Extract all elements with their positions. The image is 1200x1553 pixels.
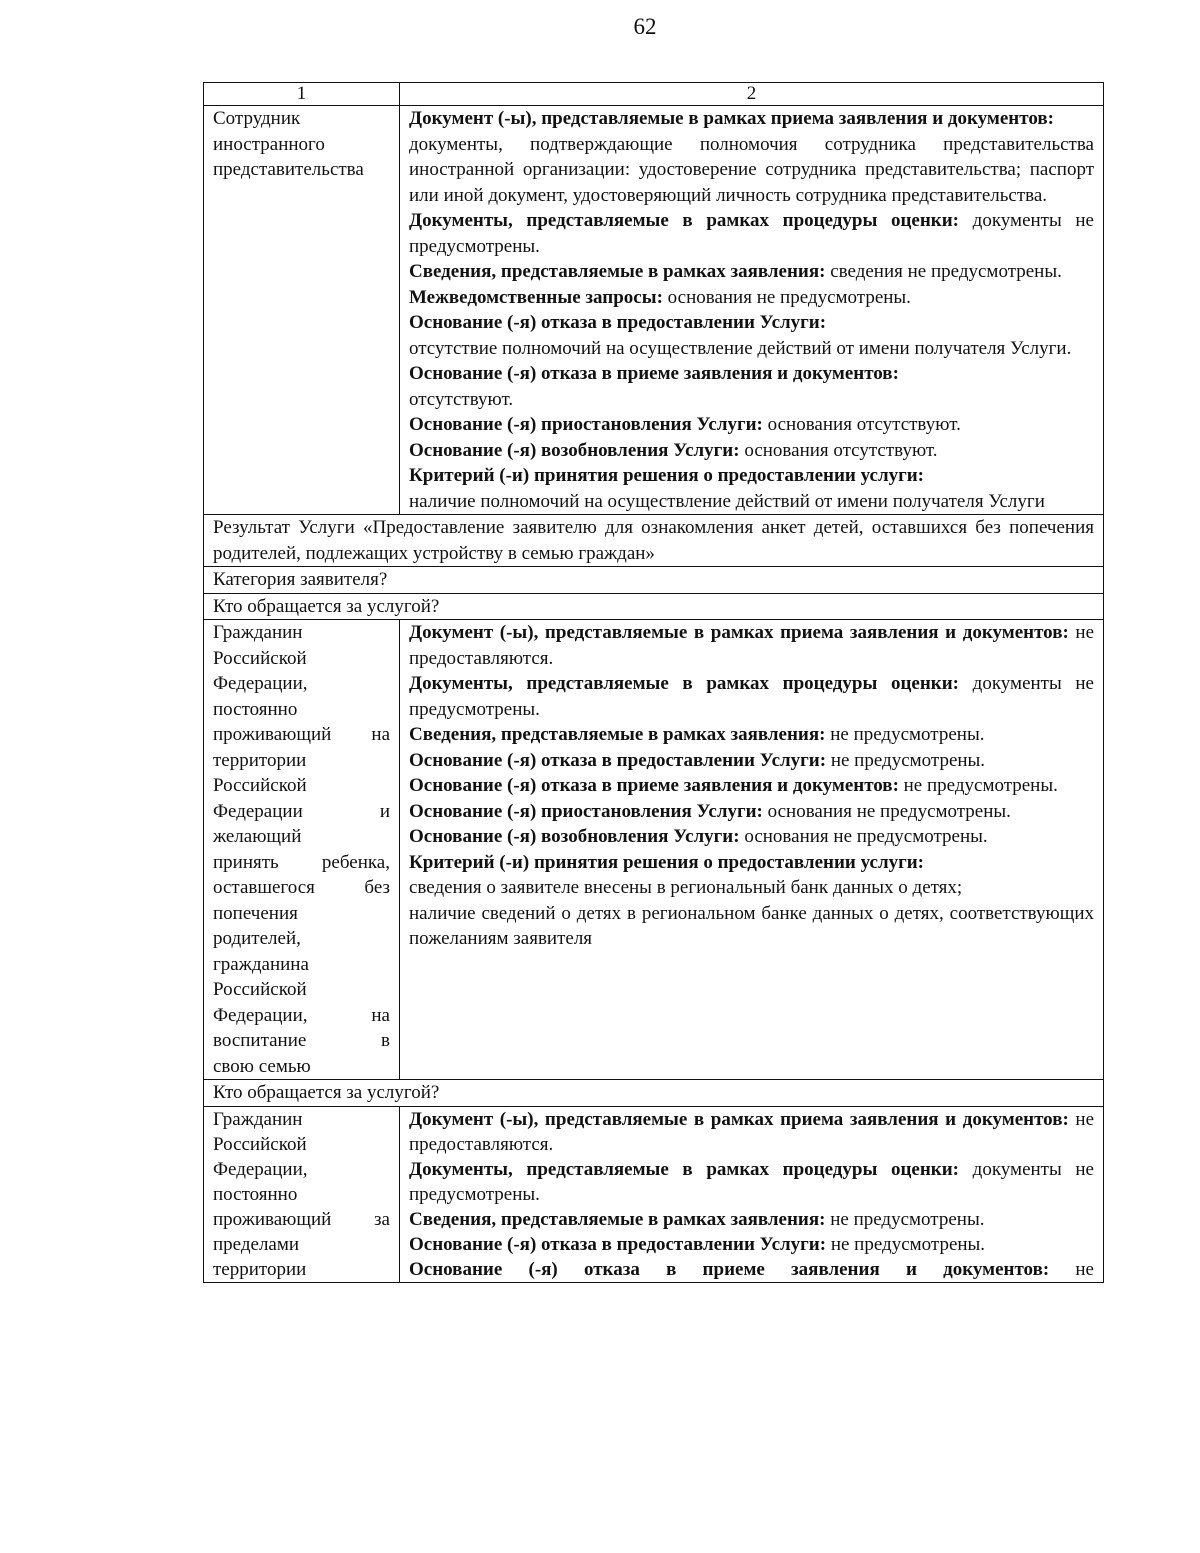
item-text: сведения о заявителе внесены в региональный банк данных о детях;	[409, 877, 963, 898]
table-row	[204, 106, 1104, 515]
item-text: не предоставляются.	[409, 1108, 1095, 1155]
page-number: 62	[633, 14, 657, 39]
item-text: не предусмотрены.	[825, 724, 985, 745]
applicant-line: попечения	[213, 902, 298, 924]
table-header-row	[204, 83, 1104, 106]
applicant-line: Федерации,	[213, 673, 308, 694]
applicant-line: Федерации,	[213, 1158, 308, 1180]
item-heading: Основание (-я) отказа в предоставлении Услуги:	[409, 1233, 827, 1255]
item-heading: Межведомственные запросы:	[409, 286, 663, 308]
item-text: не предоставляются.	[409, 622, 1095, 669]
item-text: не предусмотрены.	[898, 775, 1058, 796]
applicant-line: проживающий за	[213, 1208, 390, 1230]
item-heading: Документы, представляемые в рамках процедуры оценки:	[409, 673, 960, 694]
category-question: Категория заявителя?	[213, 569, 388, 590]
applicant-line: представительства	[213, 159, 364, 180]
applicant-line: оставшегося без	[213, 877, 390, 898]
service-result-text: Результат Услуги «Предоставление заявителю для ознакомления анкет детей, оставшихся без попечения родителей, подлежащих устройству в семью граждан»	[213, 517, 1094, 564]
applicant-line: Российской	[213, 979, 307, 1000]
applicant-line: Российской	[213, 775, 307, 796]
applicant-line: Российской	[213, 1133, 307, 1155]
table-row	[204, 593, 1104, 620]
applicant-line: проживающий на	[213, 724, 390, 745]
applicant-line: пределами	[213, 1233, 300, 1255]
applicant-line: Федерации, на	[213, 1004, 390, 1026]
item-text: основания не предусмотрены.	[662, 286, 911, 308]
item-heading: Сведения, представляемые в рамках заявления:	[409, 724, 826, 745]
applicant-line: Федерации и	[213, 800, 390, 822]
item-text: отсутствие полномочий на осуществление действий от имени получателя Услуги.	[409, 337, 1072, 359]
applicant-line: территории	[213, 749, 307, 771]
item-text: документы не предусмотрены.	[409, 1158, 1094, 1205]
item-heading: Сведения, представляемые в рамках заявления:	[409, 261, 826, 282]
who-applies-question: Кто обращается за услугой?	[213, 595, 440, 617]
item-heading: Основание (-я) отказа в приеме заявления и документов:	[409, 363, 899, 384]
requirements-cell	[400, 620, 1104, 1080]
item-heading: Основание (-я) приостановления Услуги:	[409, 800, 763, 822]
table-row	[204, 515, 1104, 567]
table-row	[204, 567, 1104, 594]
item-heading: Документы, представляемые в рамках процедуры оценки:	[409, 210, 960, 231]
item-heading: Основание (-я) отказа в предоставлении Услуги:	[409, 312, 827, 333]
applicant-line: гражданина	[213, 953, 309, 975]
item-heading: Документ (-ы), представляемые в рамках приема заявления и документов:	[409, 1108, 1069, 1130]
applicant-cell	[204, 620, 400, 1080]
header-col-2: 2	[400, 83, 1104, 106]
applicant-line: постоянно	[213, 698, 298, 720]
header-col-1: 1	[204, 83, 400, 106]
item-text: основания не предусмотрены.	[762, 800, 1011, 822]
applicant-line: родителей,	[213, 928, 301, 949]
item-text: сведения не предусмотрены.	[825, 261, 1062, 282]
item-heading: Основание (-я) приостановления Услуги:	[409, 414, 763, 435]
item-heading: Основание (-я) возобновления Услуги:	[409, 826, 740, 847]
applicant-line: Гражданин	[213, 1108, 303, 1130]
who-applies-question: Кто обращается за услугой?	[213, 1082, 440, 1103]
item-heading: Документы, представляемые в рамках процедуры оценки:	[409, 1158, 960, 1180]
item-heading: Критерий (-и) принятия решения о предоставлении услуги:	[409, 465, 925, 486]
item-text: не предусмотрены.	[826, 1233, 986, 1255]
table-row	[204, 1080, 1104, 1107]
requirements-cell	[400, 106, 1104, 515]
item-heading: Критерий (-и) принятия решения о предоставлении услуги:	[409, 851, 925, 873]
who-applies-cell	[204, 593, 1104, 620]
item-text: наличие полномочий на осуществление действий от имени получателя Услуги	[409, 490, 1045, 512]
item-text: основания отсутствуют.	[739, 439, 938, 461]
item-text: документы не предусмотрены.	[409, 673, 1094, 720]
applicant-line: иностранного	[213, 133, 325, 155]
applicant-line: Российской	[213, 647, 307, 669]
item-heading: Документ (-ы), представляемые в рамках приема заявления и документов:	[409, 622, 1069, 643]
item-heading: Основание (-я) отказа в приеме заявления и документов:	[409, 1258, 1050, 1280]
item-text: не предусмотрены.	[826, 749, 986, 771]
item-text: не предусмотрены.	[825, 1208, 985, 1230]
applicant-line: свою семью	[213, 1055, 311, 1077]
category-cell	[204, 567, 1104, 594]
item-heading: Основание (-я) возобновления Услуги:	[409, 439, 740, 461]
applicant-line: воспитание в	[213, 1030, 390, 1051]
applicant-line: желающий	[213, 826, 302, 847]
who-applies-cell	[204, 1080, 1104, 1107]
item-heading: Сведения, представляемые в рамках заявления:	[409, 1208, 826, 1230]
item-heading: Основание (-я) отказа в приеме заявления и документов:	[409, 775, 899, 796]
requirements-cell	[400, 1106, 1104, 1282]
table-row	[204, 620, 1104, 1080]
item-heading: Основание (-я) отказа в предоставлении Услуги:	[409, 749, 827, 771]
applicant-line: территории	[213, 1258, 307, 1280]
item-heading: Документ (-ы), представляемые в рамках приема заявления и документов:	[409, 108, 1054, 129]
applicant-line: Сотрудник	[213, 108, 301, 129]
item-text: не	[1049, 1258, 1094, 1280]
item-text: отсутствуют.	[409, 388, 514, 410]
service-result-cell	[204, 515, 1104, 567]
applicant-line: постоянно	[213, 1183, 298, 1205]
applicant-cell	[204, 106, 400, 515]
item-text: основания не предусмотрены.	[739, 826, 988, 847]
item-text: документы, подтверждающие полномочия сотрудника представительства иностранной организации: удостоверение сотрудника представительства; паспорт или иной документ, удостоверяющий личность сотрудника представительства.	[409, 133, 1094, 206]
item-text: документы не предусмотрены.	[409, 210, 1094, 257]
services-table	[203, 82, 1104, 1283]
item-text: основания отсутствуют.	[762, 414, 961, 435]
item-text: наличие сведений о детях в региональном банке данных о детях, соответствующих пожеланиям заявителя	[409, 902, 1094, 949]
table-row	[204, 1106, 1104, 1282]
applicant-line: принять ребенка,	[213, 851, 390, 873]
applicant-line: Гражданин	[213, 622, 303, 643]
applicant-cell	[204, 1106, 400, 1282]
